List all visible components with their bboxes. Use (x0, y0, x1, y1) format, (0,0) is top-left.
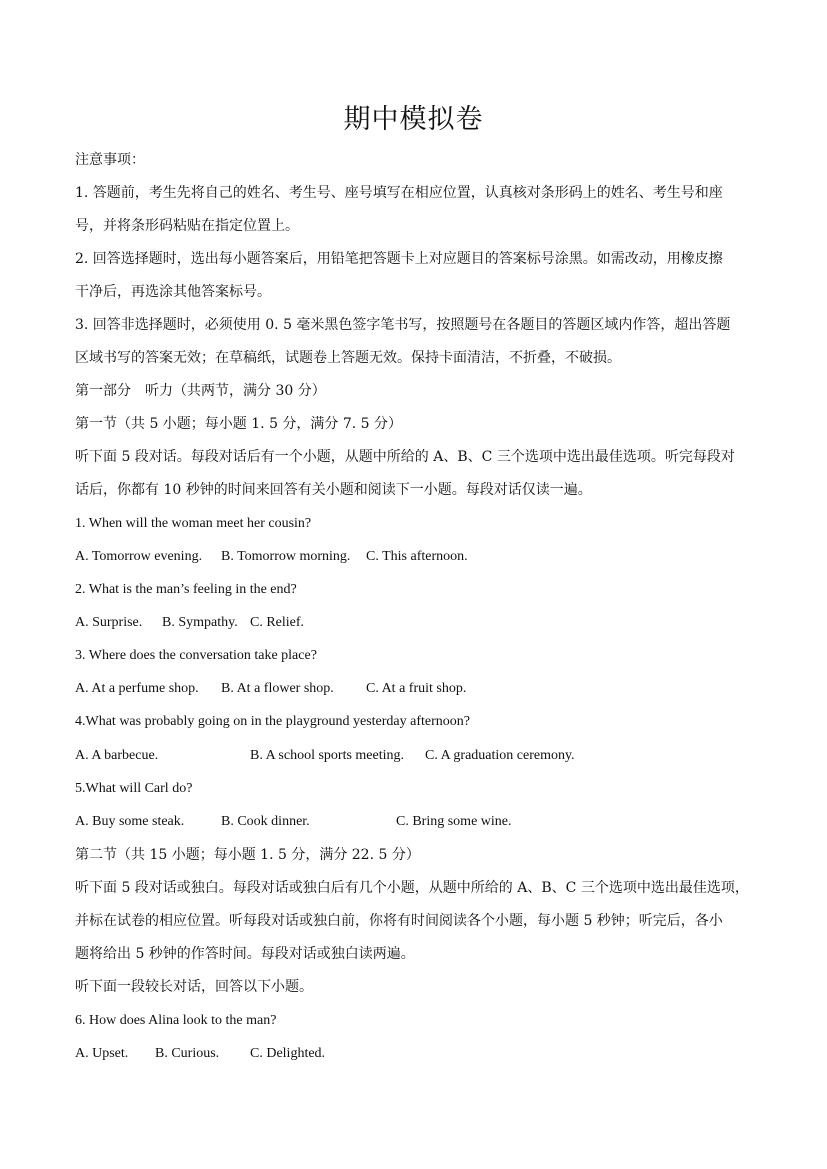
question-5-option-c: C. Bring some wine. (396, 814, 512, 829)
question-6-option-a: A. Upset. (75, 1046, 129, 1061)
question-1-stem: 1. When will the woman meet her cousin? (75, 516, 312, 531)
question-2-stem: 2. What is the man’s feeling in the end? (75, 582, 297, 597)
section2-heading: 第二节（共 15 小题；每小题 1. 5 分，满分 22. 5 分） (75, 847, 420, 863)
page-title: 期中模拟卷 (343, 104, 484, 135)
question-6-option-b: B. Curious. (155, 1046, 220, 1061)
question-2-option-b: B. Sympathy. (162, 615, 238, 630)
question-5-option-b: B. Cook dinner. (221, 814, 310, 829)
part1-heading: 第一部分 听力（共两节，满分 30 分） (75, 383, 326, 399)
question-2-option-c: C. Relief. (250, 615, 305, 630)
section2-intro-line-1: 听下面 5 段对话或独白。每段对话或独白后有几个小题，从题中所给的 A、B、C 三个选项中选出最佳选项， (75, 880, 749, 896)
question-1-option-c: C. This afternoon. (366, 549, 468, 564)
question-3-stem: 3. Where does the conversation take place? (75, 648, 317, 663)
question-4-option-b: B. A school sports meeting. (250, 748, 404, 763)
note-2-line-1: 2. 回答选择题时，选出每小题答案后，用铅笔把答题卡上对应题目的答案标号涂黑。如需改动，用橡皮擦 (75, 251, 723, 267)
note-1-line-2: 号，并将条形码粘贴在指定位置上。 (75, 218, 299, 234)
note-1-line-1: 1. 答题前，考生先将自己的姓名、考生号、座号填写在相应位置，认真核对条形码上的姓名、考生号和座 (75, 185, 723, 201)
question-1-option-a: A. Tomorrow evening. (75, 549, 203, 564)
question-3-option-c: C. At a fruit shop. (366, 681, 467, 696)
section2-intro-line-2: 并标在试卷的相应位置。听每段对话或独白前，你将有时间阅读各个小题，每小题 5 秒钟；听完后，各小 (75, 913, 723, 929)
question-5-option-a: A. Buy some steak. (75, 814, 185, 829)
question-4-option-a: A. A barbecue. (75, 748, 159, 763)
section1-intro-line-2: 话后，你都有 10 秒钟的时间来回答有关小题和阅读下一小题。每段对话仅读一遍。 (75, 482, 592, 498)
question-1-option-b: B. Tomorrow morning. (221, 549, 351, 564)
question-6-stem: 6. How does Alina look to the man? (75, 1013, 277, 1028)
notes-heading: 注意事项： (75, 152, 145, 168)
section2-intro-line-3: 题将给出 5 秒钟的作答时间。每段对话或独白读两遍。 (75, 946, 415, 962)
note-2-line-2: 干净后，再选涂其他答案标号。 (75, 284, 271, 300)
dialogue-intro: 听下面一段较长对话，回答以下小题。 (75, 979, 313, 995)
note-3-line-2: 区域书写的答案无效；在草稿纸，试题卷上答题无效。保持卡面清洁，不折叠，不破损。 (75, 350, 621, 366)
question-6-option-c: C. Delighted. (250, 1046, 326, 1061)
section1-intro-line-1: 听下面 5 段对话。每段对话后有一个小题，从题中所给的 A、B、C 三个选项中选出最佳选项。听完每段对 (75, 449, 735, 465)
note-3-line-1: 3. 回答非选择题时，必须使用 0. 5 毫米黑色签字笔书写，按照题号在各题目的答题区域内作答，超出答题 (75, 317, 731, 333)
question-5-stem: 5.What will Carl do? (75, 781, 193, 796)
question-2-option-a: A. Surprise. (75, 615, 143, 630)
section1-heading: 第一节（共 5 小题；每小题 1. 5 分，满分 7. 5 分） (75, 416, 403, 432)
question-4-option-c: C. A graduation ceremony. (425, 748, 575, 763)
question-3-option-a: A. At a perfume shop. (75, 681, 199, 696)
question-4-stem: 4.What was probably going on in the playground yesterday afternoon? (75, 714, 471, 729)
question-3-option-b: B. At a flower shop. (221, 681, 334, 696)
